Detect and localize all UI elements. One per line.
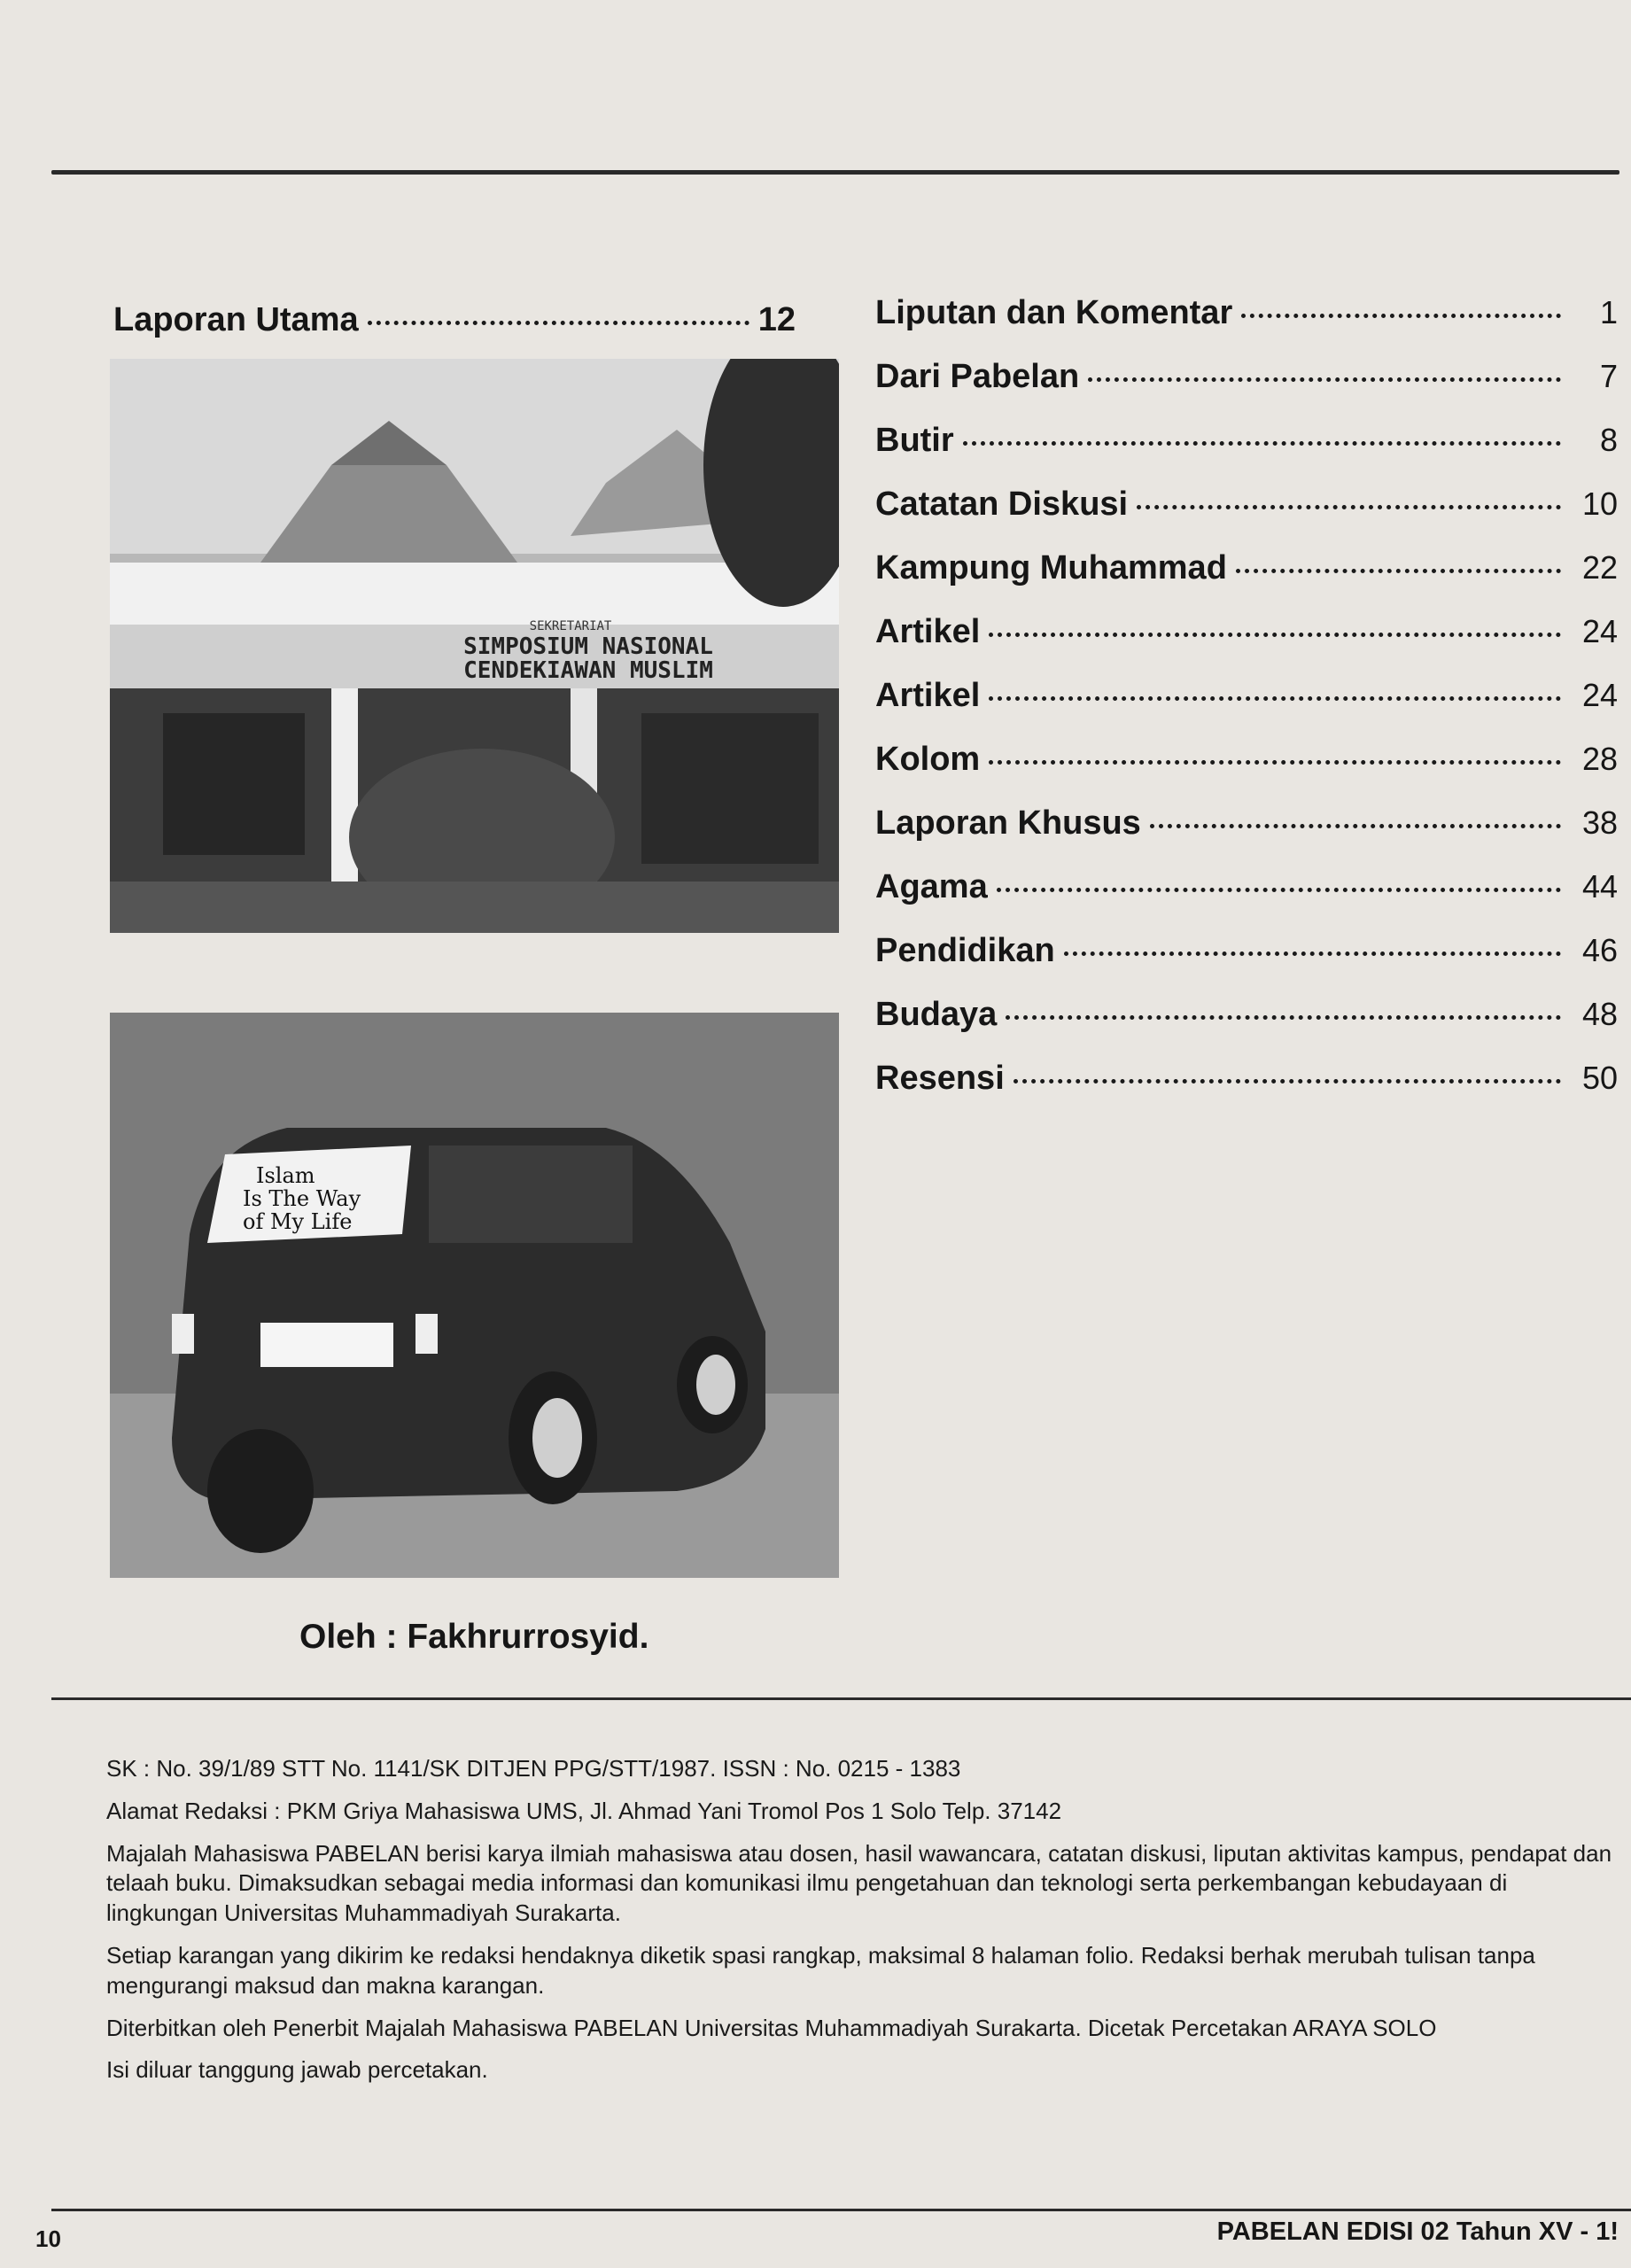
toc-page: 46 (1581, 932, 1618, 968)
toc-entry[interactable] (875, 677, 1618, 741)
toc-leader (1150, 824, 1561, 828)
imprint-alamat: Alamat Redaksi : PKM Griya Mahasiswa UMS, Jl. Ahmad Yani Tromol Pos 1 Solo Telp. 37142 (106, 1797, 1062, 1824)
toc-title: Agama (875, 868, 988, 905)
toc-entry[interactable] (875, 294, 1618, 358)
toc-entry-laporan-utama[interactable] (113, 301, 796, 339)
toc-leader (997, 888, 1561, 892)
toc-leader (1241, 314, 1561, 318)
bottom-rule (51, 2209, 1631, 2211)
front-hubcap (696, 1355, 735, 1415)
toc-entry[interactable] (875, 358, 1618, 422)
toc-page: 7 (1599, 358, 1618, 394)
banner-line2: SIMPOSIUM NASIONAL (463, 633, 713, 660)
toc-title: Budaya (875, 996, 998, 1033)
edition-label: PABELAN EDISI 02 Tahun XV - 1! (1216, 2218, 1619, 2246)
imprint-deskripsi: Majalah Mahasiswa PABELAN berisi karya ilmiah mahasiswa atau dosen, hasil wawancara, catatan diskusi, liputan aktivitas kampus, pendapat dan telaah buku. Dimaksudkan sebagai media informasi dan komunikasi ilmu pengetahuan dan teknologi serta perkembangan kebudayaan di lingkungan Universitas Muhammadiyah Surakarta. (106, 1839, 1612, 1927)
toc-page: 1 (1599, 294, 1618, 330)
rear-wheel (207, 1429, 314, 1553)
toc-title: Butir (875, 422, 954, 459)
toc-title: Artikel (875, 613, 981, 650)
toc-leader (368, 321, 749, 325)
toc-page: 22 (1581, 549, 1618, 586)
byline: Oleh : Fakhrurrosyid. (299, 1618, 649, 1656)
imprint-karangan: Setiap karangan yang dikirim ke redaksi hendaknya diketik spasi rangkap, maksimal 8 halaman folio. Redaksi berhak merubah tulisan tanpa mengurangi maksud dan makna karangan. (106, 1941, 1535, 1999)
toc-title: Kampung Muhammad (875, 549, 1227, 586)
toc-title: Resensi (875, 1060, 1005, 1097)
toc-page: 10 (1581, 485, 1618, 522)
toc-list (875, 294, 1618, 1123)
toc-entry[interactable] (875, 932, 1618, 996)
top-rule (51, 170, 1619, 175)
toc-title: Laporan Utama (113, 301, 359, 338)
toc-page: 44 (1581, 868, 1618, 905)
garden-edge (110, 882, 839, 933)
imprint (106, 1754, 1617, 2098)
toc-entry[interactable] (875, 485, 1618, 549)
side-window (429, 1146, 633, 1243)
toc-entry[interactable] (875, 613, 1618, 677)
toc-leader (1006, 1015, 1561, 1020)
toc-title: Pendidikan (875, 932, 1055, 969)
toc-title: Liputan dan Komentar (875, 294, 1233, 331)
toc-leader (1014, 1079, 1561, 1084)
toc-leader (1236, 569, 1561, 573)
toc-leader (1137, 505, 1561, 509)
page-number: 10 (35, 2225, 61, 2252)
toc-page: 8 (1599, 422, 1618, 458)
toc-leader (1088, 377, 1561, 382)
window-left (163, 713, 305, 855)
toc-title: Kolom (875, 741, 981, 778)
hubcap (532, 1398, 582, 1478)
middle-rule (51, 1697, 1631, 1700)
toc-title: Catatan Diskusi (875, 485, 1129, 523)
tail-light-left (172, 1314, 194, 1354)
toc-entry[interactable] (875, 1060, 1618, 1123)
sticker-line3: of My Life (243, 1209, 353, 1234)
toc-title: Artikel (875, 677, 981, 714)
banner-line1: SEKRETARIAT (529, 619, 612, 633)
toc-page: 48 (1581, 996, 1618, 1032)
car-photo (110, 1013, 839, 1578)
toc-title: Dari Pabelan (875, 358, 1080, 395)
sticker-line2: Is The Way (243, 1186, 361, 1211)
toc-entry[interactable] (875, 804, 1618, 868)
toc-entry[interactable] (875, 741, 1618, 804)
license-plate (260, 1323, 393, 1367)
toc-leader (989, 760, 1561, 765)
toc-leader (989, 696, 1561, 701)
sticker-line1: Islam (256, 1163, 315, 1188)
toc-entry[interactable] (875, 422, 1618, 485)
toc-page: 38 (1581, 804, 1618, 841)
toc-title: Laporan Khusus (875, 804, 1141, 842)
canopy (110, 563, 839, 625)
toc-page: 24 (1581, 613, 1618, 649)
banner-line3: CENDEKIAWAN MUSLIM (463, 657, 713, 684)
toc-entry[interactable] (875, 868, 1618, 932)
building-photo (110, 359, 839, 933)
toc-leader (1064, 951, 1561, 956)
toc-leader (989, 633, 1561, 637)
toc-entry[interactable] (875, 996, 1618, 1060)
building-photo-drawing (110, 359, 839, 933)
imprint-penerbit: Diterbitkan oleh Penerbit Majalah Mahasiswa PABELAN Universitas Muhammadiyah Surakarta. Dicetak Percetakan ARAYA SOLO (106, 2014, 1437, 2041)
tail-light-right (416, 1314, 438, 1354)
car-photo-drawing (110, 1013, 839, 1578)
imprint-tanggung: Isi diluar tanggung jawab percetakan. (106, 2056, 488, 2084)
column-left (331, 688, 358, 892)
toc-page: 50 (1581, 1060, 1618, 1096)
toc-page: 24 (1581, 677, 1618, 713)
toc-page: 12 (757, 301, 796, 338)
toc-entry[interactable] (875, 549, 1618, 613)
toc-page: 28 (1581, 741, 1618, 777)
imprint-sk: SK : No. 39/1/89 STT No. 1141/SK DITJEN PPG/STT/1987. ISSN : No. 0215 - 1383 (106, 1755, 961, 1782)
window-right (641, 713, 819, 864)
toc-leader (963, 441, 1561, 446)
